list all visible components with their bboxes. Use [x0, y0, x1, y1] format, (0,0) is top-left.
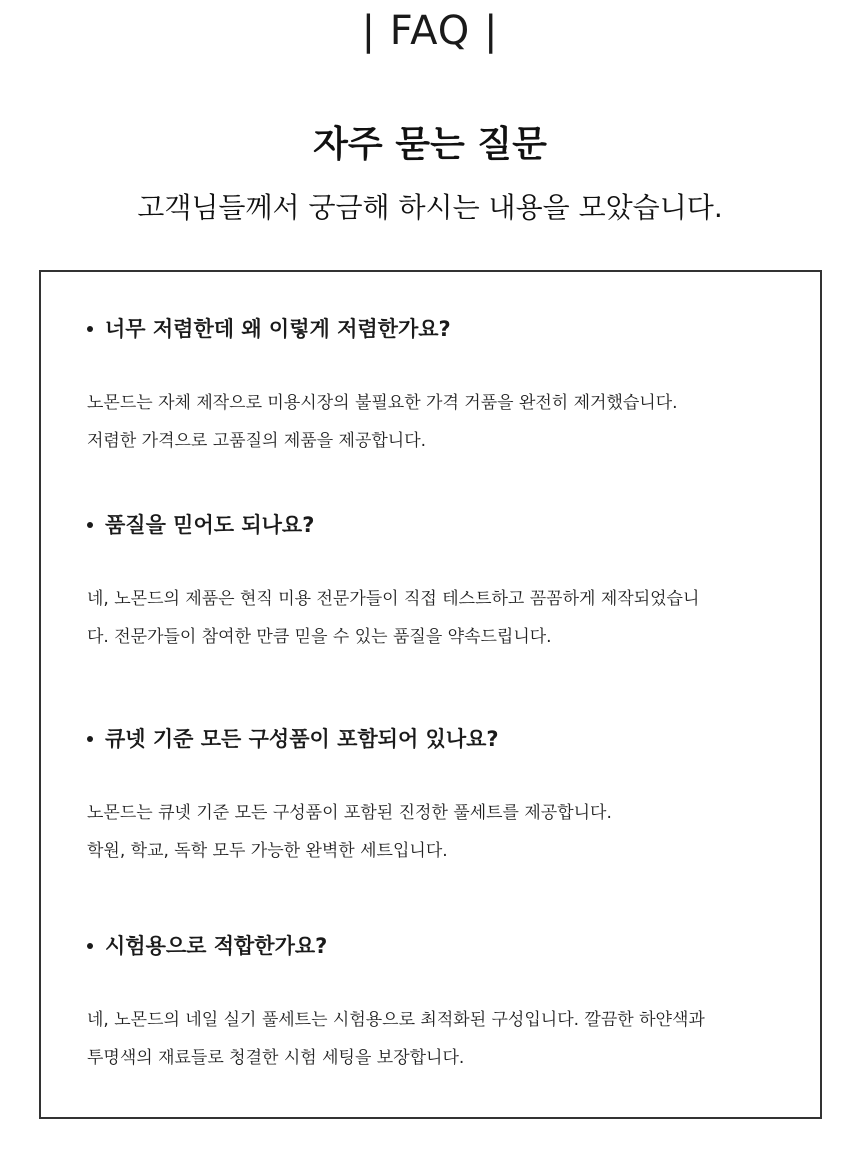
faq-label: | FAQ |: [361, 8, 499, 54]
faq-answer-line: 네, 노몬드의 제품은 현직 미용 전문가들이 직접 테스트하고 꼼꼼하게 제작되었습니: [87, 589, 700, 609]
faq-answer: [87, 384, 787, 460]
faq-answer-line: 노몬드는 자체 제작으로 미용시장의 불필요한 가격 거품을 완전히 제거했습니다.: [87, 393, 678, 413]
faq-question: [87, 510, 787, 540]
faq-answer: [87, 1001, 787, 1077]
page-subtitle: 고객님들께서 궁금해 하시는 내용을 모았습니다.: [137, 191, 723, 224]
faq-question: [87, 931, 787, 961]
faq-item: [87, 724, 787, 870]
faq-item: [87, 314, 787, 460]
faq-question-text: 품질을 믿어도 되나요?: [105, 513, 315, 537]
faq-question: [87, 314, 787, 344]
faq-answer-line: 네, 노몬드의 네일 실기 풀세트는 시험용으로 최적화된 구성입니다. 깔끔한 하얀색과: [87, 1010, 705, 1030]
faq-question-text: 큐넷 기준 모든 구성품이 포함되어 있나요?: [105, 727, 499, 751]
faq-answer-line: 학원, 학교, 독학 모두 가능한 완벽한 세트입니다.: [87, 841, 448, 861]
page-title: 자주 묻는 질문: [313, 124, 547, 165]
faq-answer-line: 노몬드는 큐넷 기준 모든 구성품이 포함된 진정한 풀세트를 제공합니다.: [87, 803, 612, 823]
bullet-icon: [87, 736, 93, 742]
faq-box: [39, 270, 822, 1119]
faq-question: [87, 724, 787, 754]
faq-item: [87, 931, 787, 1077]
faq-answer-line: 투명색의 재료들로 청결한 시험 세팅을 보장합니다.: [87, 1048, 465, 1068]
faq-answer-line: 저렴한 가격으로 고품질의 제품을 제공합니다.: [87, 431, 427, 451]
faq-question-text: 너무 저렴한데 왜 이렇게 저렴한가요?: [105, 317, 451, 341]
bullet-icon: [87, 522, 93, 528]
faq-answer: [87, 580, 787, 656]
faq-question-text: 시험용으로 적합한가요?: [105, 934, 328, 958]
bullet-icon: [87, 326, 93, 332]
faq-answer: [87, 794, 787, 870]
faq-item: [87, 510, 787, 656]
bullet-icon: [87, 943, 93, 949]
faq-answer-line: 다. 전문가들이 참여한 만큼 믿을 수 있는 품질을 약속드립니다.: [87, 627, 552, 647]
